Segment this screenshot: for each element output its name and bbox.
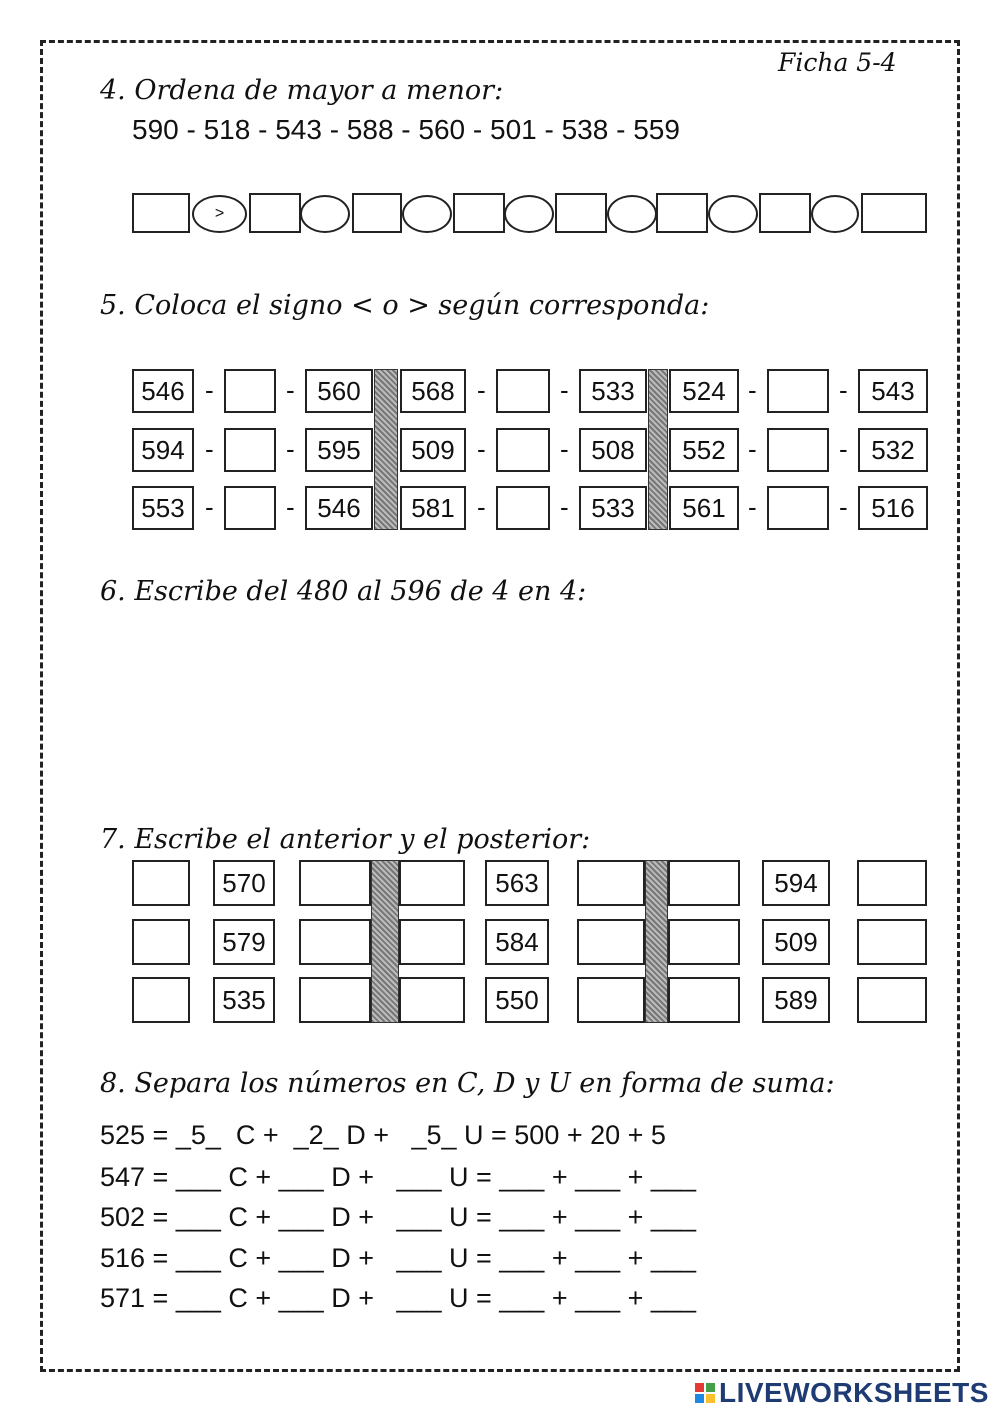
ex7-previous-box[interactable]: [668, 860, 740, 906]
ex5-number-box: 508: [579, 428, 647, 472]
ex5-title: 5. Coloca el signo < o > según corresponda:: [100, 290, 710, 321]
ex5-number-box: 533: [579, 369, 647, 413]
ex5-dash: -: [477, 492, 486, 522]
ex8-title: 8. Separa los números en C, D y U en forma de suma:: [100, 1068, 835, 1099]
ex6-answer-area[interactable]: [100, 625, 930, 805]
ex4-answer-box[interactable]: [249, 193, 301, 233]
ex5-sign-box[interactable]: [767, 428, 829, 472]
ex5-sign-box[interactable]: [224, 486, 276, 530]
ex4-sign-oval[interactable]: [811, 195, 859, 233]
ex5-dash: -: [839, 375, 848, 405]
ex8-line: 571 = ___ C + ___ D + ___ U = ___ + ___ + ___: [100, 1283, 696, 1313]
logo-icon: [695, 1383, 715, 1403]
ex7-previous-box[interactable]: [399, 919, 465, 965]
sheet-id: Ficha 5-4: [778, 48, 897, 77]
ex4-answer-box[interactable]: [555, 193, 607, 233]
ex4-title: 4. Ordena de mayor a menor:: [100, 75, 504, 106]
ex7-number-box: 563: [485, 860, 549, 906]
ex7-number-box: 594: [762, 860, 830, 906]
logo-square: [706, 1383, 715, 1392]
ex5-dash: -: [839, 492, 848, 522]
ex4-sign-oval[interactable]: >: [192, 195, 247, 233]
ex5-dash: -: [560, 434, 569, 464]
logo-square: [706, 1394, 715, 1403]
ex5-sign-box[interactable]: [496, 428, 550, 472]
ex5-dash: -: [205, 434, 214, 464]
ex7-number-box: 570: [213, 860, 275, 906]
ex5-number-box: 533: [579, 486, 647, 530]
ex7-number-box: 535: [213, 977, 275, 1023]
ex5-number-box: 581: [400, 486, 466, 530]
ex5-sign-box[interactable]: [224, 428, 276, 472]
ex5-dash: -: [748, 434, 757, 464]
ex7-number-box: 579: [213, 919, 275, 965]
ex7-next-box[interactable]: [299, 977, 371, 1023]
ex5-dash: -: [205, 375, 214, 405]
ex5-sign-box[interactable]: [224, 369, 276, 413]
ex8-line: 547 = ___ C + ___ D + ___ U = ___ + ___ + ___: [100, 1162, 696, 1192]
ex7-number-box: 550: [485, 977, 549, 1023]
ex5-number-box: 553: [132, 486, 194, 530]
ex6-title: 6. Escribe del 480 al 596 de 4 en 4:: [100, 576, 587, 607]
ex5-number-box: 552: [669, 428, 739, 472]
ex5-number-box: 561: [669, 486, 739, 530]
ex7-previous-box[interactable]: [668, 977, 740, 1023]
ex4-answer-box[interactable]: [861, 193, 927, 233]
ex8-line: 502 = ___ C + ___ D + ___ U = ___ + ___ + ___: [100, 1202, 696, 1232]
logo-square: [695, 1383, 704, 1392]
ex5-number-box: 595: [305, 428, 373, 472]
ex7-next-box[interactable]: [577, 860, 645, 906]
ex5-dash: -: [205, 492, 214, 522]
ex7-title: 7. Escribe el anterior y el posterior:: [100, 824, 591, 855]
ex4-sign-oval[interactable]: [708, 195, 758, 233]
ex7-next-box[interactable]: [577, 977, 645, 1023]
ex5-dash: -: [560, 375, 569, 405]
ex7-number-box: 589: [762, 977, 830, 1023]
ex7-previous-box[interactable]: [668, 919, 740, 965]
ex5-sign-box[interactable]: [496, 369, 550, 413]
ex5-number-box: 509: [400, 428, 466, 472]
ex5-number-box: 543: [858, 369, 928, 413]
ex4-answer-box[interactable]: [759, 193, 811, 233]
ex5-dash: -: [477, 375, 486, 405]
ex5-sign-box[interactable]: [767, 369, 829, 413]
ex7-next-box[interactable]: [857, 860, 927, 906]
ex5-number-box: 568: [400, 369, 466, 413]
ex7-next-box[interactable]: [577, 919, 645, 965]
ex4-sign-oval[interactable]: [504, 195, 554, 233]
ex7-next-box[interactable]: [857, 977, 927, 1023]
ex5-dash: -: [286, 434, 295, 464]
ex5-dash: -: [286, 492, 295, 522]
ex8-line: 516 = ___ C + ___ D + ___ U = ___ + ___ + ___: [100, 1243, 696, 1273]
ex5-number-box: 594: [132, 428, 194, 472]
ex5-number-box: 524: [669, 369, 739, 413]
ex5-separator: [374, 369, 398, 530]
ex7-next-box[interactable]: [857, 919, 927, 965]
logo-square: [695, 1394, 704, 1403]
ex5-separator: [648, 369, 668, 530]
ex5-sign-box[interactable]: [767, 486, 829, 530]
ex4-sign-oval[interactable]: [402, 195, 452, 233]
ex5-number-box: 560: [305, 369, 373, 413]
ex7-previous-box[interactable]: [399, 977, 465, 1023]
ex4-sign-oval[interactable]: [607, 195, 657, 233]
ex4-answer-box[interactable]: [352, 193, 402, 233]
ex7-next-box[interactable]: [299, 860, 371, 906]
ex5-sign-box[interactable]: [496, 486, 550, 530]
ex4-number-list: 590 - 518 - 543 - 588 - 560 - 501 - 538 - 559: [132, 114, 680, 145]
logo-text: LIVEWORKSHEETS: [719, 1377, 989, 1408]
ex5-dash: -: [560, 492, 569, 522]
ex4-answer-box[interactable]: [656, 193, 708, 233]
ex5-dash: -: [286, 375, 295, 405]
ex5-number-box: 516: [858, 486, 928, 530]
ex7-previous-box[interactable]: [132, 919, 190, 965]
ex5-dash: -: [839, 434, 848, 464]
ex5-number-box: 546: [132, 369, 194, 413]
ex8-line: 525 = _5_ C + _2_ D + _5_ U = 500 + 20 + 5: [100, 1120, 666, 1150]
ex5-number-box: 546: [305, 486, 373, 530]
ex7-previous-box[interactable]: [399, 860, 465, 906]
ex7-separator: [645, 860, 668, 1023]
ex5-dash: -: [477, 434, 486, 464]
ex5-dash: -: [748, 375, 757, 405]
ex7-number-box: 509: [762, 919, 830, 965]
ex7-previous-box[interactable]: [132, 977, 190, 1023]
ex4-sign-oval[interactable]: [300, 195, 350, 233]
ex4-answer-box[interactable]: [453, 193, 505, 233]
ex4-answer-box[interactable]: [132, 193, 190, 233]
ex7-next-box[interactable]: [299, 919, 371, 965]
ex7-previous-box[interactable]: [132, 860, 190, 906]
ex7-number-box: 584: [485, 919, 549, 965]
liveworksheets-logo: [695, 1377, 989, 1409]
ex5-dash: -: [748, 492, 757, 522]
ex5-number-box: 532: [858, 428, 928, 472]
ex7-separator: [371, 860, 399, 1023]
